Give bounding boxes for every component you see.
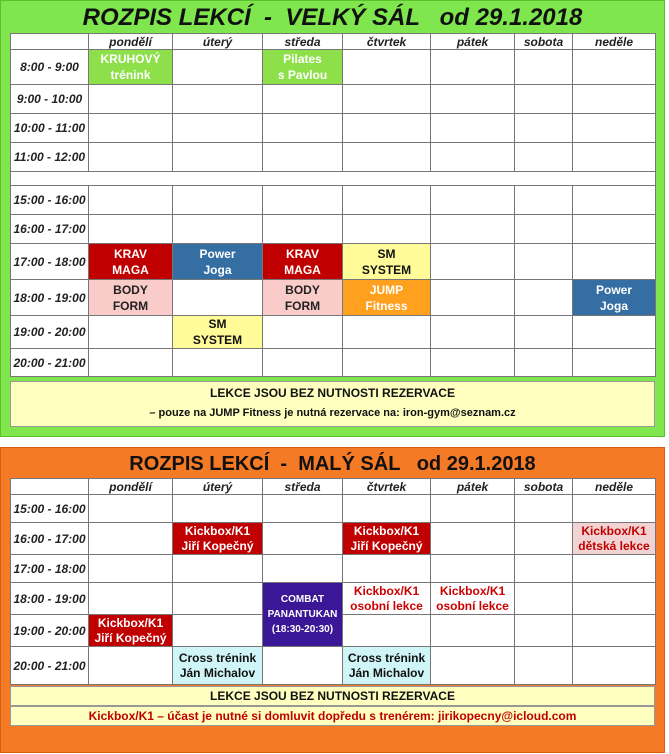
empty-cell <box>89 349 173 377</box>
class-cross-trenink <box>173 647 263 685</box>
empty-cell <box>431 523 515 555</box>
class-line: KRAV <box>113 246 148 261</box>
class-line: KRUHOVÝ <box>100 52 161 66</box>
empty-cell <box>515 85 573 114</box>
day-header: čtvrtek <box>343 479 431 495</box>
empty-cell <box>431 316 515 349</box>
empty-cell <box>89 523 173 555</box>
corner-cell <box>11 479 89 495</box>
empty-cell <box>173 143 263 172</box>
empty-cell <box>343 186 431 215</box>
empty-cell <box>573 647 656 685</box>
class-line: BODY <box>285 282 320 297</box>
class-line: SYSTEM <box>192 333 243 347</box>
class-combat-panantukan <box>263 583 343 647</box>
empty-cell <box>515 647 573 685</box>
maly-sal-kickbox-note: Kickbox/K1 – účast je nutné si domluvit dopředu s trenérem: jirikopecny@icloud.com <box>10 706 655 726</box>
class-krav-maga <box>263 244 343 280</box>
time-label: 19:00 - 20:00 <box>11 316 89 349</box>
class-line: osobní lekce <box>350 598 423 613</box>
class-sm-system <box>343 244 431 280</box>
empty-cell <box>263 316 343 349</box>
table-row <box>11 647 656 685</box>
time-label: 15:00 - 16:00 <box>11 495 89 523</box>
class-line: FORM <box>284 298 321 313</box>
empty-cell <box>263 143 343 172</box>
class-line: Kickbox/K1 <box>184 523 251 538</box>
day-header: pondělí <box>89 479 173 495</box>
day-header: úterý <box>173 479 263 495</box>
time-label: 15:00 - 16:00 <box>11 186 89 215</box>
class-line: KRAV <box>285 246 320 261</box>
table-row <box>11 143 656 172</box>
class-line: PANANTUKAN <box>267 609 338 620</box>
class-line: dětská lekce <box>578 538 650 553</box>
time-label: 19:00 - 20:00 <box>11 615 89 647</box>
class-line: Kickbox/K1 <box>581 523 647 538</box>
class-line: osobní lekce <box>436 598 509 613</box>
time-label: 16:00 - 17:00 <box>11 215 89 244</box>
empty-cell <box>431 555 515 583</box>
class-kickbox-osobni <box>431 583 515 615</box>
table-row <box>11 583 656 615</box>
day-header: pátek <box>431 34 515 50</box>
empty-cell <box>343 555 431 583</box>
empty-cell <box>431 85 515 114</box>
empty-cell <box>343 215 431 244</box>
table-row <box>11 50 656 85</box>
class-line: Ján Michalov <box>179 665 256 680</box>
empty-cell <box>431 349 515 377</box>
empty-cell <box>515 555 573 583</box>
table-row <box>11 523 656 555</box>
empty-cell <box>431 114 515 143</box>
empty-cell <box>515 280 573 316</box>
class-line: Joga <box>599 298 628 313</box>
class-line: Cross trénink <box>178 650 257 665</box>
table-row <box>11 555 656 583</box>
class-line: Pilates <box>283 52 322 66</box>
class-cross-trenink <box>343 647 431 685</box>
class-line: SM <box>208 317 227 331</box>
empty-cell <box>173 555 263 583</box>
empty-cell <box>89 583 173 615</box>
empty-cell <box>573 114 656 143</box>
empty-cell <box>515 143 573 172</box>
empty-cell <box>263 349 343 377</box>
class-kickbox <box>173 523 263 555</box>
velky-sal-title: ROZPIS LEKCÍ - VELKÝ SÁL od 29.1.2018 <box>82 4 583 31</box>
empty-cell <box>573 186 656 215</box>
empty-cell <box>173 50 263 85</box>
empty-cell <box>89 114 173 143</box>
class-kruhovy-trenink <box>89 50 173 85</box>
empty-cell <box>173 280 263 316</box>
day-header: pátek <box>431 479 515 495</box>
table-row <box>11 280 656 316</box>
note-line: – pouze na JUMP Fitness je nutná rezervace na: iron-gym@seznam.cz <box>149 407 516 419</box>
day-header: neděle <box>573 34 656 50</box>
class-kickbox <box>343 523 431 555</box>
table-row <box>11 114 656 143</box>
empty-cell <box>573 583 656 615</box>
table-row <box>11 85 656 114</box>
empty-cell <box>515 316 573 349</box>
spacer-row <box>11 172 656 186</box>
empty-cell <box>89 143 173 172</box>
empty-cell <box>343 316 431 349</box>
empty-cell <box>263 523 343 555</box>
empty-cell <box>89 495 173 523</box>
empty-cell <box>263 85 343 114</box>
class-line: JUMP <box>369 282 404 297</box>
time-label: 11:00 - 12:00 <box>11 143 89 172</box>
empty-cell <box>431 50 515 85</box>
class-line: Fitness <box>365 298 408 313</box>
time-label: 18:00 - 19:00 <box>11 280 89 316</box>
day-header: středa <box>263 479 343 495</box>
empty-cell <box>173 495 263 523</box>
class-jump-fitness <box>343 280 431 316</box>
empty-cell <box>173 215 263 244</box>
velky-sal-schedule <box>10 33 656 377</box>
class-line: Kickbox/K1 <box>353 583 420 598</box>
empty-cell <box>573 316 656 349</box>
class-kickbox-osobni <box>343 583 431 615</box>
empty-cell <box>173 583 263 615</box>
time-label: 18:00 - 19:00 <box>11 583 89 615</box>
empty-cell <box>343 114 431 143</box>
table-row <box>11 215 656 244</box>
class-kickbox-detska <box>573 523 656 555</box>
corner-cell <box>11 34 89 50</box>
empty-cell <box>343 50 431 85</box>
class-line: Power <box>595 282 632 297</box>
class-line: Cross trénink <box>347 650 426 665</box>
time-label: 9:00 - 10:00 <box>11 85 89 114</box>
table-row <box>11 349 656 377</box>
empty-cell <box>515 114 573 143</box>
class-line: (18:30-20:30) <box>271 624 334 635</box>
class-line: Jiří Kopečný <box>181 538 254 553</box>
class-line: trénink <box>110 68 151 82</box>
empty-cell <box>89 555 173 583</box>
empty-cell <box>263 215 343 244</box>
empty-cell <box>263 495 343 523</box>
class-line: s Pavlou <box>277 68 328 82</box>
empty-cell <box>515 215 573 244</box>
empty-cell <box>515 50 573 85</box>
class-kickbox <box>89 615 173 647</box>
empty-cell <box>173 349 263 377</box>
class-line: MAGA <box>112 262 149 277</box>
empty-cell <box>431 495 515 523</box>
empty-cell <box>343 143 431 172</box>
empty-cell <box>89 215 173 244</box>
time-label: 8:00 - 9:00 <box>11 50 89 85</box>
class-line: Power <box>199 246 236 261</box>
empty-cell <box>343 615 431 647</box>
class-power-joga <box>573 280 656 316</box>
table-row <box>11 244 656 280</box>
class-line: Kickbox/K1 <box>439 583 506 598</box>
empty-cell <box>263 186 343 215</box>
day-header: středa <box>263 34 343 50</box>
empty-cell <box>573 615 656 647</box>
spacer-cell <box>11 172 656 186</box>
empty-cell <box>173 114 263 143</box>
empty-cell <box>173 615 263 647</box>
empty-cell <box>515 583 573 615</box>
empty-cell <box>573 85 656 114</box>
class-line: Kickbox/K1 <box>97 615 164 630</box>
note-line: LEKCE JSOU BEZ NUTNOSTI REZERVACE <box>210 386 455 400</box>
class-line: Ján Michalov <box>348 665 425 680</box>
class-line: Jiří Kopečný <box>94 630 167 645</box>
class-line: Kickbox/K1 <box>353 523 420 538</box>
maly-sal-note: LEKCE JSOU BEZ NUTNOSTI REZERVACE <box>10 686 655 706</box>
empty-cell <box>173 85 263 114</box>
empty-cell <box>573 244 656 280</box>
time-label: 16:00 - 17:00 <box>11 523 89 555</box>
empty-cell <box>515 523 573 555</box>
empty-cell <box>573 555 656 583</box>
header-row <box>11 34 656 50</box>
time-label: 17:00 - 18:00 <box>11 244 89 280</box>
empty-cell <box>263 114 343 143</box>
empty-cell <box>343 349 431 377</box>
empty-cell <box>173 186 263 215</box>
empty-cell <box>573 495 656 523</box>
class-line: MAGA <box>284 262 321 277</box>
maly-sal-schedule <box>10 478 656 685</box>
class-line: SYSTEM <box>361 262 412 277</box>
day-header: pondělí <box>89 34 173 50</box>
table-row <box>11 495 656 523</box>
time-label: 17:00 - 18:00 <box>11 555 89 583</box>
empty-cell <box>89 316 173 349</box>
day-header: sobota <box>515 479 573 495</box>
time-label: 20:00 - 21:00 <box>11 349 89 377</box>
class-line: Joga <box>203 262 232 277</box>
header-row <box>11 479 656 495</box>
empty-cell <box>515 615 573 647</box>
time-label: 20:00 - 21:00 <box>11 647 89 685</box>
day-header: sobota <box>515 34 573 50</box>
class-body-form <box>89 280 173 316</box>
empty-cell <box>431 143 515 172</box>
class-power-joga <box>173 244 263 280</box>
velky-sal-note <box>10 381 655 427</box>
empty-cell <box>573 349 656 377</box>
class-sm-system <box>173 316 263 349</box>
class-line: COMBAT <box>280 594 325 605</box>
empty-cell <box>343 495 431 523</box>
class-pilates <box>263 50 343 85</box>
empty-cell <box>89 85 173 114</box>
class-line: BODY <box>113 282 148 297</box>
class-line: SM <box>377 246 396 261</box>
class-body-form <box>263 280 343 316</box>
table-row <box>11 316 656 349</box>
time-label: 10:00 - 11:00 <box>11 114 89 143</box>
empty-cell <box>431 280 515 316</box>
empty-cell <box>573 143 656 172</box>
empty-cell <box>431 215 515 244</box>
empty-cell <box>263 647 343 685</box>
class-krav-maga <box>89 244 173 280</box>
table-row <box>11 186 656 215</box>
empty-cell <box>431 186 515 215</box>
empty-cell <box>573 50 656 85</box>
empty-cell <box>515 244 573 280</box>
empty-cell <box>431 615 515 647</box>
day-header: úterý <box>173 34 263 50</box>
empty-cell <box>89 647 173 685</box>
empty-cell <box>263 555 343 583</box>
empty-cell <box>89 186 173 215</box>
class-line: Jiří Kopečný <box>350 538 423 553</box>
day-header: čtvrtek <box>343 34 431 50</box>
empty-cell <box>515 186 573 215</box>
empty-cell <box>431 244 515 280</box>
day-header: neděle <box>573 479 656 495</box>
empty-cell <box>431 647 515 685</box>
class-line: FORM <box>112 298 149 313</box>
empty-cell <box>343 85 431 114</box>
empty-cell <box>515 349 573 377</box>
maly-sal-title: ROZPIS LEKCÍ - MALÝ SÁL od 29.1.2018 <box>129 453 536 475</box>
empty-cell <box>515 495 573 523</box>
empty-cell <box>573 215 656 244</box>
